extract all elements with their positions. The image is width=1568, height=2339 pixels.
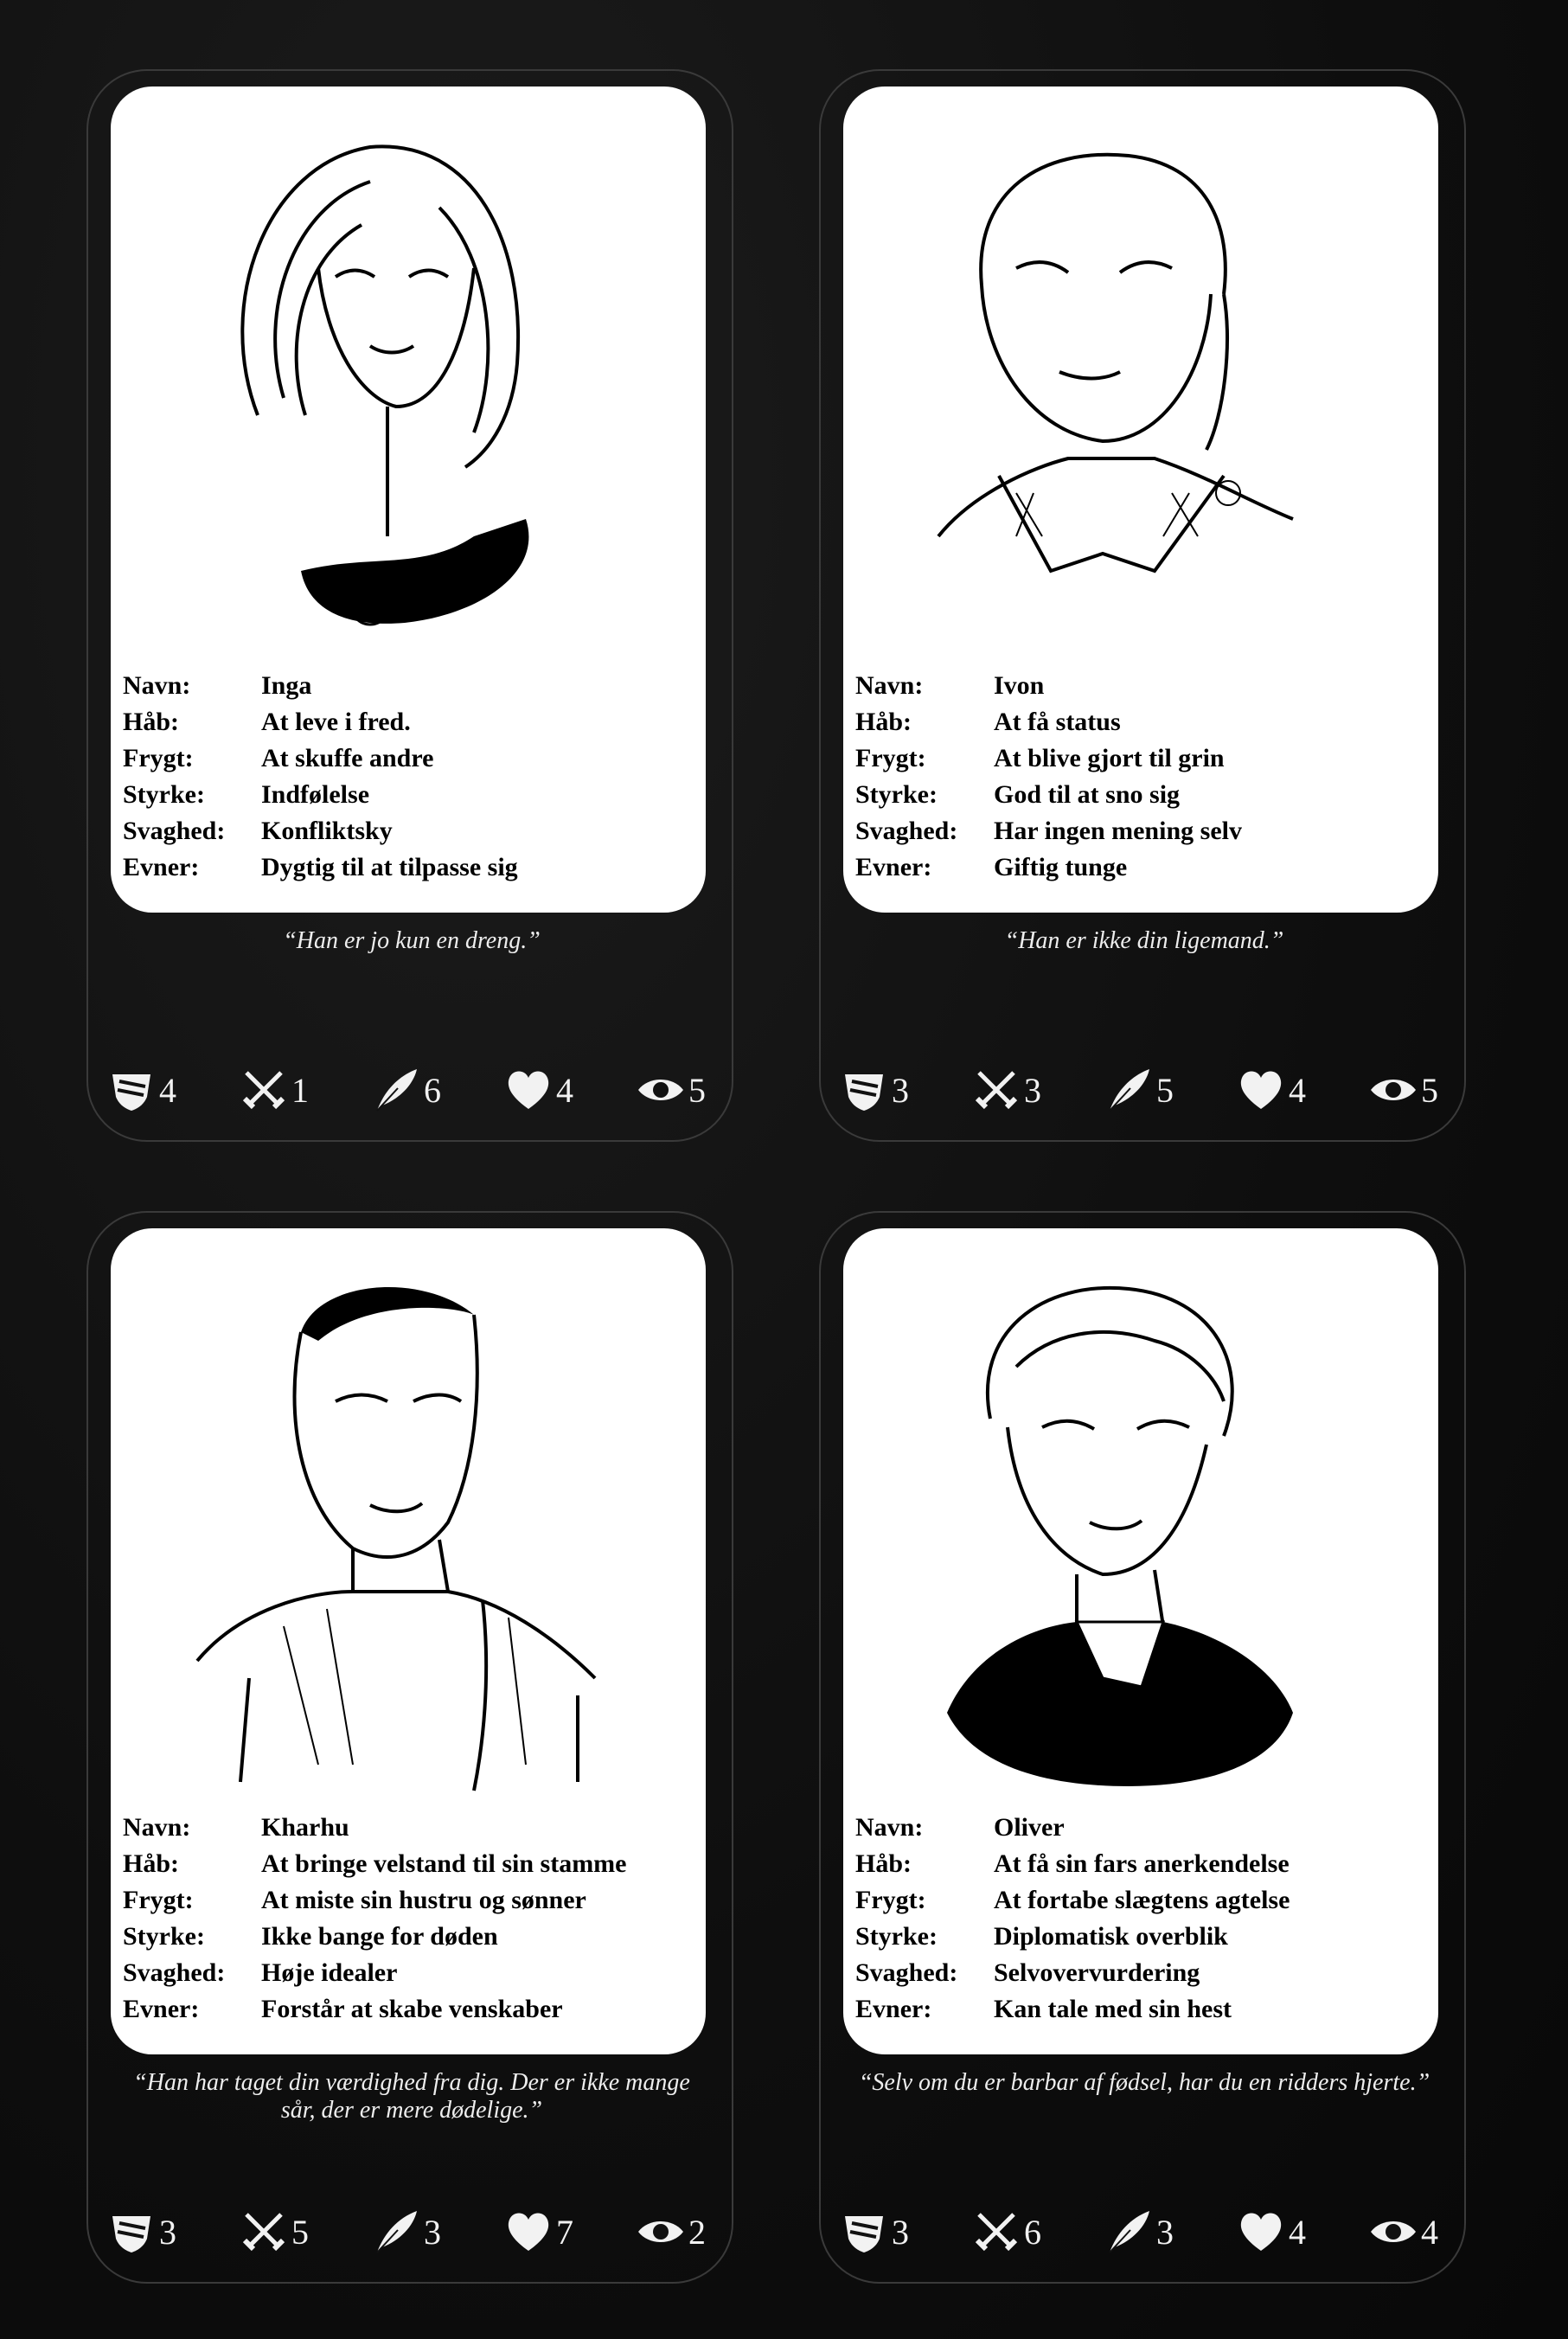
swords-value: 3 <box>1024 1070 1041 1110</box>
fear-value: At miste sin hustru og sønner <box>261 1886 586 1914</box>
shield-value: 3 <box>892 2212 909 2252</box>
fear-label: Frygt: <box>123 744 194 772</box>
quill-icon <box>1104 2208 1153 2256</box>
weakness-value: Har ingen mening selv <box>994 817 1242 845</box>
heart-icon <box>504 1066 553 1114</box>
attribute-bar <box>107 2206 713 2258</box>
eye-value: 4 <box>1421 2212 1438 2252</box>
quill-attribute <box>372 2208 448 2256</box>
shield-icon <box>840 2208 888 2256</box>
weakness-value: Konfliktsky <box>261 817 393 845</box>
strength-value: Indfølelse <box>261 780 370 809</box>
weakness-label: Svaghed: <box>855 1958 958 1987</box>
eye-value: 5 <box>1421 1070 1438 1110</box>
abilities-label: Evner: <box>855 853 932 881</box>
fear-value: At fortabe slægtens agtelse <box>994 1886 1290 1914</box>
abilities-label: Evner: <box>123 1995 200 2023</box>
heart-attribute <box>1237 1066 1313 1114</box>
eye-value: 2 <box>688 2212 706 2252</box>
name-value: Oliver <box>994 1813 1065 1842</box>
abilities-value: Kan tale med sin hest <box>994 1995 1232 2023</box>
quill-icon <box>1104 1066 1153 1114</box>
strength-label: Styrke: <box>855 780 938 809</box>
name-value: Kharhu <box>261 1813 349 1842</box>
swords-attribute <box>240 1066 316 1114</box>
character-stats <box>855 668 1435 886</box>
hope-value: At leve i fred. <box>261 708 411 736</box>
character-stats <box>855 1810 1435 2028</box>
eye-attribute <box>637 1066 713 1114</box>
card-panel <box>111 1228 706 2054</box>
heart-value: 4 <box>1289 2212 1306 2252</box>
quill-value: 6 <box>424 1070 441 1110</box>
shield-icon <box>107 2208 156 2256</box>
strength-label: Styrke: <box>855 1922 938 1951</box>
fear-value: At blive gjort til grin <box>994 744 1225 772</box>
attribute-bar <box>107 1064 713 1116</box>
abilities-label: Evner: <box>123 853 200 881</box>
name-label: Navn: <box>855 671 924 700</box>
strength-label: Styrke: <box>123 780 205 809</box>
shield-value: 3 <box>159 2212 176 2252</box>
strength-value: Diplomatisk overblik <box>994 1922 1228 1951</box>
crossed-swords-icon <box>972 1066 1021 1114</box>
crossed-swords-icon <box>972 2208 1021 2256</box>
quill-icon <box>372 2208 420 2256</box>
strength-value: God til at sno sig <box>994 780 1181 809</box>
swords-attribute <box>972 2208 1048 2256</box>
swords-attribute <box>972 1066 1048 1114</box>
heart-icon <box>504 2208 553 2256</box>
swords-attribute <box>240 2208 316 2256</box>
character-card[interactable] <box>86 69 733 1142</box>
swords-value: 6 <box>1024 2212 1041 2252</box>
weakness-value: Selvovervurdering <box>994 1958 1200 1987</box>
character-quote: “Han er jo kun en dreng.” <box>283 927 541 954</box>
character-card[interactable] <box>86 1211 733 2284</box>
abilities-label: Evner: <box>855 1995 932 2023</box>
character-card[interactable] <box>819 1211 1466 2284</box>
card-panel <box>843 1228 1438 2054</box>
card-panel <box>843 87 1438 913</box>
character-stats <box>123 1810 702 2028</box>
quill-value: 3 <box>424 2212 441 2252</box>
weakness-value: Høje idealer <box>261 1958 398 1987</box>
shield-attribute <box>107 1066 183 1114</box>
quill-value: 5 <box>1156 1070 1174 1110</box>
name-label: Navn: <box>855 1813 924 1842</box>
abilities-value: Forstår at skabe venskaber <box>261 1995 563 2023</box>
eye-icon <box>1369 2208 1418 2256</box>
character-quote: “Selv om du er barbar af fødsel, har du en ridders hjerte.” <box>858 2069 1430 2096</box>
shield-attribute <box>840 1066 916 1114</box>
heart-attribute <box>1237 2208 1313 2256</box>
swords-value: 5 <box>291 2212 309 2252</box>
character-portrait <box>843 87 1438 653</box>
character-quote: “Han er ikke din ligemand.” <box>1004 927 1284 954</box>
quill-value: 3 <box>1156 2212 1174 2252</box>
hope-label: Håb: <box>855 708 912 736</box>
crossed-swords-icon <box>240 1066 288 1114</box>
heart-attribute <box>504 1066 580 1114</box>
attribute-bar <box>840 1064 1445 1116</box>
heart-attribute <box>504 2208 580 2256</box>
eye-attribute <box>637 2208 713 2256</box>
eye-value: 5 <box>688 1070 706 1110</box>
abilities-value: Giftig tunge <box>994 853 1128 881</box>
character-portrait <box>111 87 706 653</box>
heart-value: 4 <box>556 1070 573 1110</box>
crossed-swords-icon <box>240 2208 288 2256</box>
heart-icon <box>1237 1066 1285 1114</box>
shield-attribute <box>840 2208 916 2256</box>
weakness-label: Svaghed: <box>855 817 958 845</box>
card-panel <box>111 87 706 913</box>
heart-icon <box>1237 2208 1285 2256</box>
character-stats <box>123 668 702 886</box>
quill-attribute <box>1104 1066 1181 1114</box>
quill-icon <box>372 1066 420 1114</box>
fear-label: Frygt: <box>123 1886 194 1914</box>
shield-value: 4 <box>159 1070 176 1110</box>
hope-label: Håb: <box>123 708 180 736</box>
eye-attribute <box>1369 1066 1445 1114</box>
eye-attribute <box>1369 2208 1445 2256</box>
character-portrait <box>111 1228 706 1795</box>
eye-icon <box>637 2208 685 2256</box>
strength-label: Styrke: <box>123 1922 205 1951</box>
fear-label: Frygt: <box>855 744 926 772</box>
hope-label: Håb: <box>123 1849 180 1878</box>
name-label: Navn: <box>123 671 191 700</box>
weakness-label: Svaghed: <box>123 1958 226 1987</box>
name-label: Navn: <box>123 1813 191 1842</box>
fear-value: At skuffe andre <box>261 744 434 772</box>
character-portrait <box>843 1228 1438 1795</box>
hope-value: At få status <box>994 708 1121 736</box>
shield-attribute <box>107 2208 183 2256</box>
character-quote: “Han har taget din værdighed fra dig. Der er ikke mange sår, der er mere dødelige.” <box>133 2069 690 2124</box>
hope-value: At bringe velstand til sin stamme <box>261 1849 627 1878</box>
strength-value: Ikke bange for døden <box>261 1922 498 1951</box>
name-value: Ivon <box>994 671 1045 700</box>
eye-icon <box>1369 1066 1418 1114</box>
quill-attribute <box>1104 2208 1181 2256</box>
heart-value: 4 <box>1289 1070 1306 1110</box>
shield-icon <box>840 1066 888 1114</box>
abilities-value: Dygtig til at tilpasse sig <box>261 853 518 881</box>
heart-value: 7 <box>556 2212 573 2252</box>
hope-value: At få sin fars anerkendelse <box>994 1849 1290 1878</box>
fear-label: Frygt: <box>855 1886 926 1914</box>
shield-icon <box>107 1066 156 1114</box>
character-card[interactable] <box>819 69 1466 1142</box>
name-value: Inga <box>261 671 312 700</box>
weakness-label: Svaghed: <box>123 817 226 845</box>
eye-icon <box>637 1066 685 1114</box>
shield-value: 3 <box>892 1070 909 1110</box>
swords-value: 1 <box>291 1070 309 1110</box>
attribute-bar <box>840 2206 1445 2258</box>
hope-label: Håb: <box>855 1849 912 1878</box>
quill-attribute <box>372 1066 448 1114</box>
